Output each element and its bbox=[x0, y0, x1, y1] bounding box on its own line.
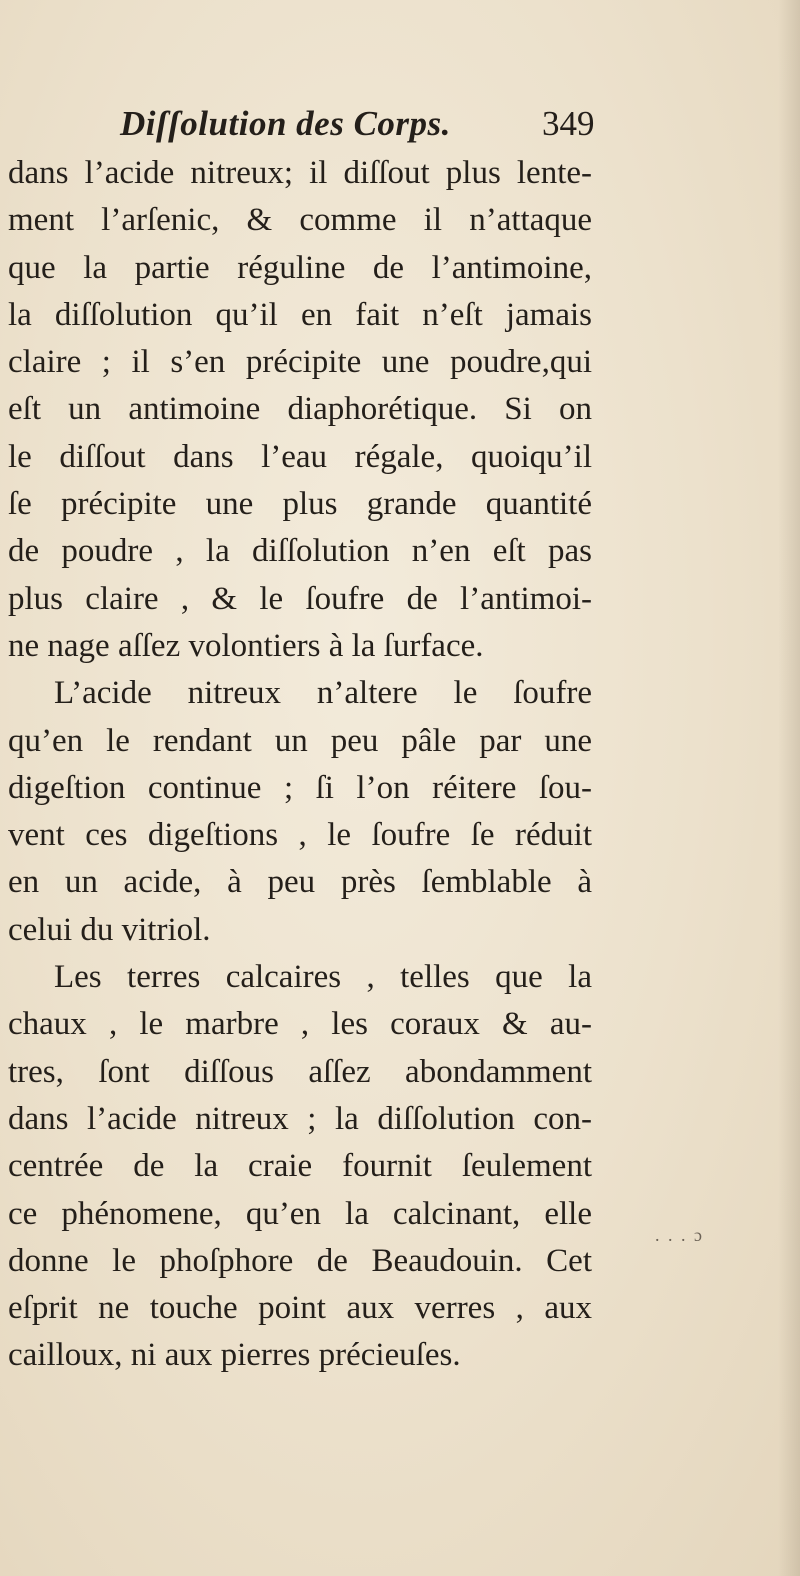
text-line: centrée de la craie fournit ſeulement bbox=[8, 1148, 592, 1185]
catchword-mark: . . . ɔ bbox=[655, 1225, 704, 1245]
text-line: chaux , le marbre , les coraux & au- bbox=[8, 1006, 592, 1043]
text-line: plus claire , & le ſoufre de l’antimoi- bbox=[8, 580, 592, 617]
text-line: eſt un antimoine diaphorétique. Si on bbox=[8, 391, 592, 428]
text-line: dans l’acide nitreux; il diſſout plus lente- bbox=[8, 155, 592, 191]
text-line: eſprit ne touche point aux verres , aux bbox=[8, 1290, 592, 1327]
text-line: que la partie réguline de l’antimoine, bbox=[8, 249, 592, 286]
paragraph-start: L’acide nitreux n’altere le ſoufre bbox=[54, 675, 592, 712]
page-edge-shadow bbox=[778, 0, 800, 1576]
text-line: celui du vitriol. bbox=[8, 911, 211, 948]
text-line: dans l’acide nitreux ; la diſſolution con- bbox=[8, 1100, 592, 1137]
text-line: tres, ſont diſſous aſſez abondamment bbox=[8, 1053, 592, 1090]
text-line: vent ces digeſtions , le ſoufre ſe réduit bbox=[8, 817, 592, 854]
text-line: ce phénomene, qu’en la calcinant, elle bbox=[8, 1195, 592, 1232]
text-line: donne le phoſphore de Beaudouin. Cet bbox=[8, 1242, 592, 1279]
text-line: qu’en le rendant un peu pâle par une bbox=[8, 722, 592, 759]
text-line: ne nage aſſez volontiers à la ſurface. bbox=[8, 627, 484, 664]
text-line: la diſſolution qu’il en fait n’eſt jamais bbox=[8, 296, 592, 333]
body-text bbox=[8, 150, 592, 1380]
text-line: ment l’arſenic, & comme il n’attaque bbox=[8, 202, 592, 239]
text-line: cailloux, ni aux pierres précieuſes. bbox=[8, 1337, 461, 1374]
running-title: Diſſolution des Corps. bbox=[120, 104, 451, 143]
text-line: de poudre , la diſſolution n’en eſt pas bbox=[8, 533, 592, 570]
text-line: le diſſout dans l’eau régale, quoiqu’il bbox=[8, 438, 592, 475]
page-number: 349 bbox=[542, 104, 595, 143]
text-line: ſe précipite une plus grande quantité bbox=[8, 486, 592, 523]
text-line: en un acide, à peu près ſemblable à bbox=[8, 864, 592, 901]
text-line: claire ; il s’en précipite une poudre,qui bbox=[8, 344, 592, 381]
text-line: digeſtion continue ; ſi l’on réitere ſou- bbox=[8, 769, 592, 806]
paragraph-start: Les terres calcaires , telles que la bbox=[54, 959, 592, 996]
